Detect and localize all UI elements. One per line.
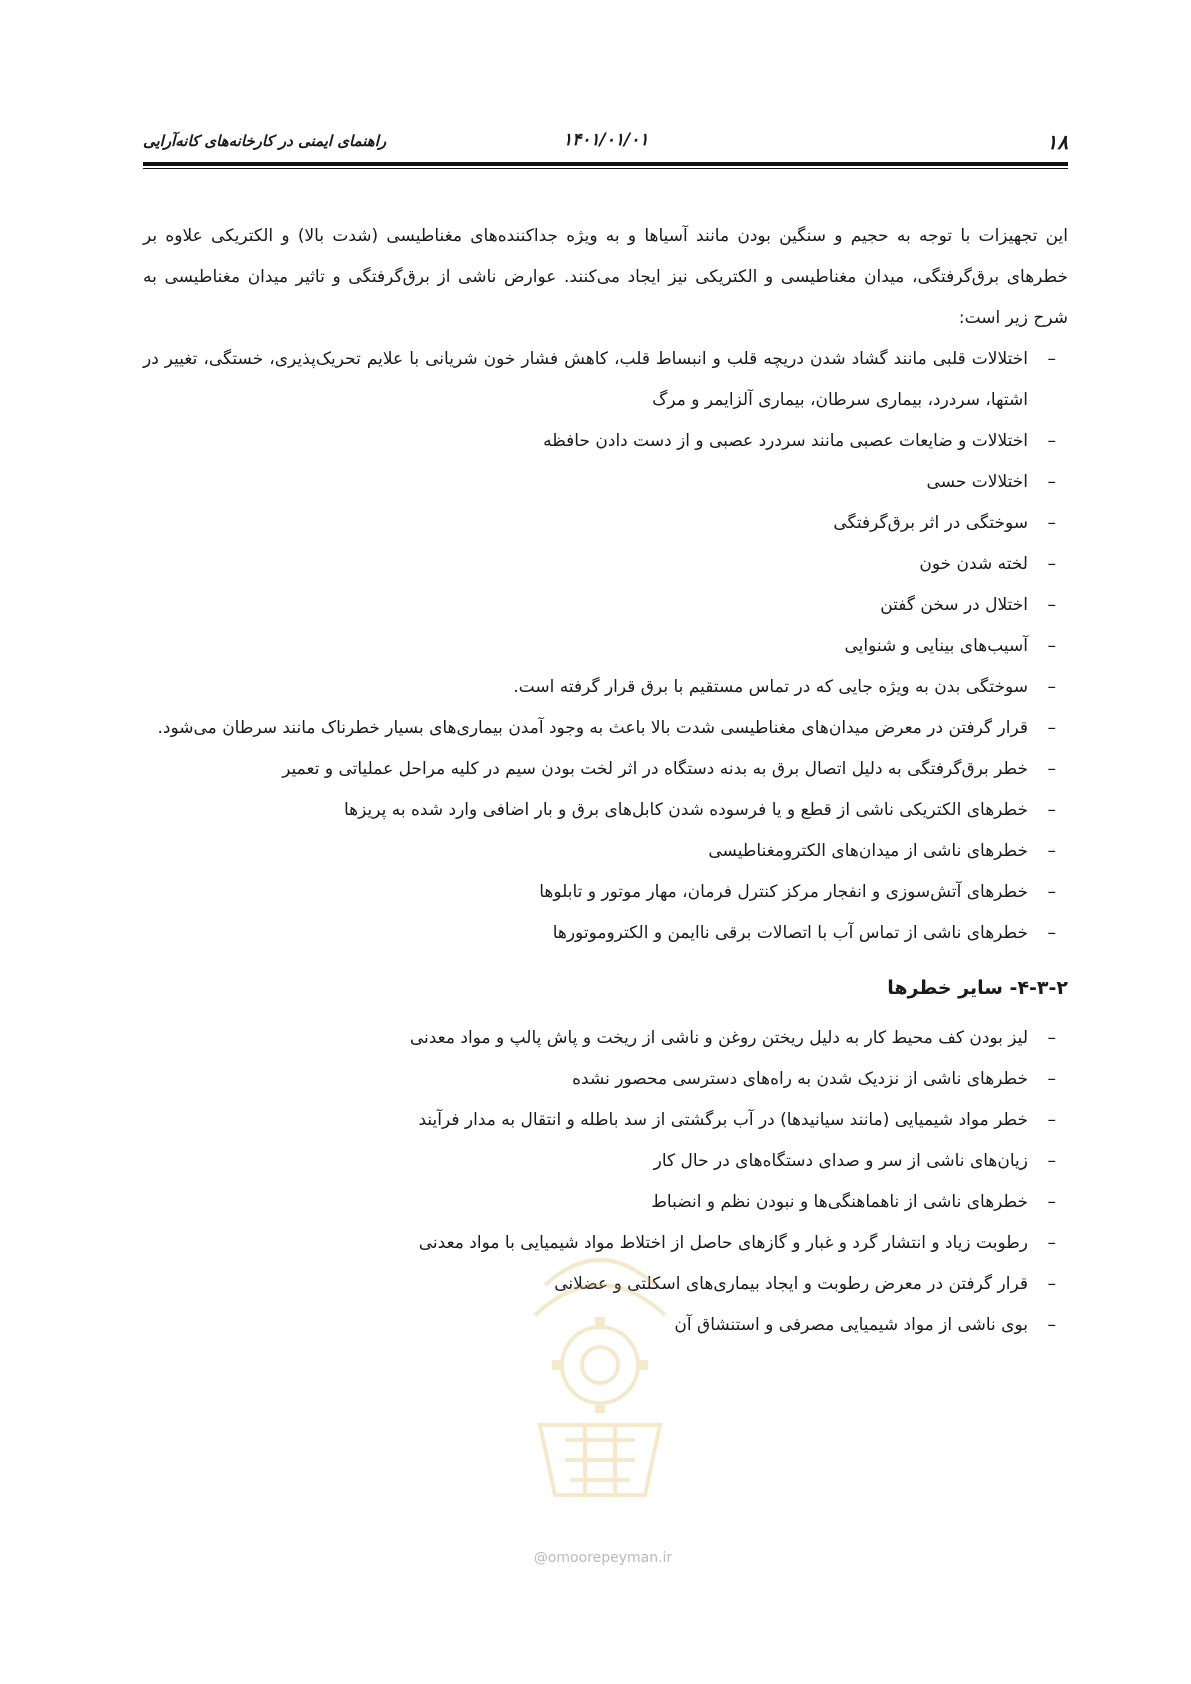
list-item: – قرار گرفتن در معرض رطوبت و ایجاد بیماری‌های اسکلتی و عضلانی: [143, 1264, 1068, 1305]
section-heading: ۴-۳-۲- سایر خطرها: [887, 977, 1068, 999]
intro-paragraph: این تجهیزات با توجه به حجیم و سنگین بودن مانند آسیاها و به ویژه جداکننده‌های مغناطیسی (شدت بالا) و الکتریکی علاوه بر خطرهای برق‌گرفتگی، میدان مغناطیسی و الکتریکی نیز ایجاد می‌کنند. عوارض ناشی از برق‌گرفتگی و تاثیر میدان مغناطیسی به شرح زیر است:: [143, 226, 1068, 328]
list-item: – خطرهای الکتریکی ناشی از قطع و یا فرسوده شدن کابل‌های برق و بار اضافی وارد شده به پریزها: [143, 790, 1068, 831]
list-item: – رطوبت زیاد و انتشار گرد و غبار و گازهای حاصل از اختلاط مواد شیمیایی با مواد معدنی: [143, 1223, 1068, 1264]
header-date: ۱۴۰۱/۰۱/۰۱: [563, 130, 649, 150]
list-item: – لیز بودن کف محیط کار به دلیل ریختن روغن و ناشی از ریخت و پاش پالپ و مواد معدنی: [143, 1018, 1068, 1059]
header-title: راهنمای ایمنی در کارخانه‌های کانه‌آرایی: [143, 132, 387, 150]
list-item: – اختلالات قلبی مانند گشاد شدن دریچه قلب و انبساط قلب، کاهش فشار خون شریانی با علایم تحریک‌پذیری، خستگی، تغییر در اشتها، سردرد، بیماری سرطان، بیماری آلزایمر و مرگ: [143, 339, 1068, 421]
list-item: – قرار گرفتن در معرض میدان‌های مغناطیسی شدت بالا باعث به وجود آمدن بیماری‌های بسیار خطرناک مانند سرطان می‌شود.: [143, 708, 1068, 749]
list-item: – زیان‌های ناشی از سر و صدای دستگاه‌های در حال کار: [143, 1141, 1068, 1182]
list-item: – سوختگی در اثر برق‌گرفتگی: [143, 503, 1068, 544]
effects-list: [143, 339, 1068, 954]
list-item: – اختلالات حسی: [143, 462, 1068, 503]
list-item: – خطرهای ناشی از میدان‌های الکترومغناطیسی: [143, 831, 1068, 872]
page-number: ۱۸: [1046, 130, 1068, 154]
header-rule-thin: [143, 168, 1068, 169]
list-item: – خطرهای آتش‌سوزی و انفجار مرکز کنترل فرمان، مهار موتور و تابلوها: [143, 872, 1068, 913]
page-header: [143, 130, 1068, 156]
list-item: – خطرهای ناشی از ناهماهنگی‌ها و نبودن نظم و انضباط: [143, 1182, 1068, 1223]
list-item: – اختلالات و ضایعات عصبی مانند سردرد عصبی و از دست دادن حافظه: [143, 421, 1068, 462]
header-rule-thick: [143, 162, 1068, 166]
list-item: – خطرهای ناشی از نزدیک شدن به راه‌های دسترسی محصور نشده: [143, 1059, 1068, 1100]
other-hazards-list: [143, 1018, 1068, 1346]
list-item: – اختلال در سخن گفتن: [143, 585, 1068, 626]
list-item: – خطرهای ناشی از تماس آب با اتصالات برقی ناایمن و الکتروموتورها: [143, 913, 1068, 954]
list-item: – لخته شدن خون: [143, 544, 1068, 585]
list-item: – بوی ناشی از مواد شیمیایی مصرفی و استنشاق آن: [143, 1305, 1068, 1346]
page-content: [143, 216, 1068, 1346]
list-item: – خطر مواد شیمیایی (مانند سیانیدها) در آب برگشتی از سد باطله و انتقال به مدار فرآیند: [143, 1100, 1068, 1141]
watermark-text: @omoorepeyman.ir: [533, 1550, 673, 1566]
list-item: – خطر برق‌گرفتگی به دلیل اتصال برق به بدنه دستگاه در اثر لخت بودن سیم در کلیه مراحل عملیاتی و تعمیر: [143, 749, 1068, 790]
list-item: – سوختگی بدن به ویژه جایی که در تماس مستقیم با برق قرار گرفته است.: [143, 667, 1068, 708]
list-item: – آسیب‌های بینایی و شنوایی: [143, 626, 1068, 667]
